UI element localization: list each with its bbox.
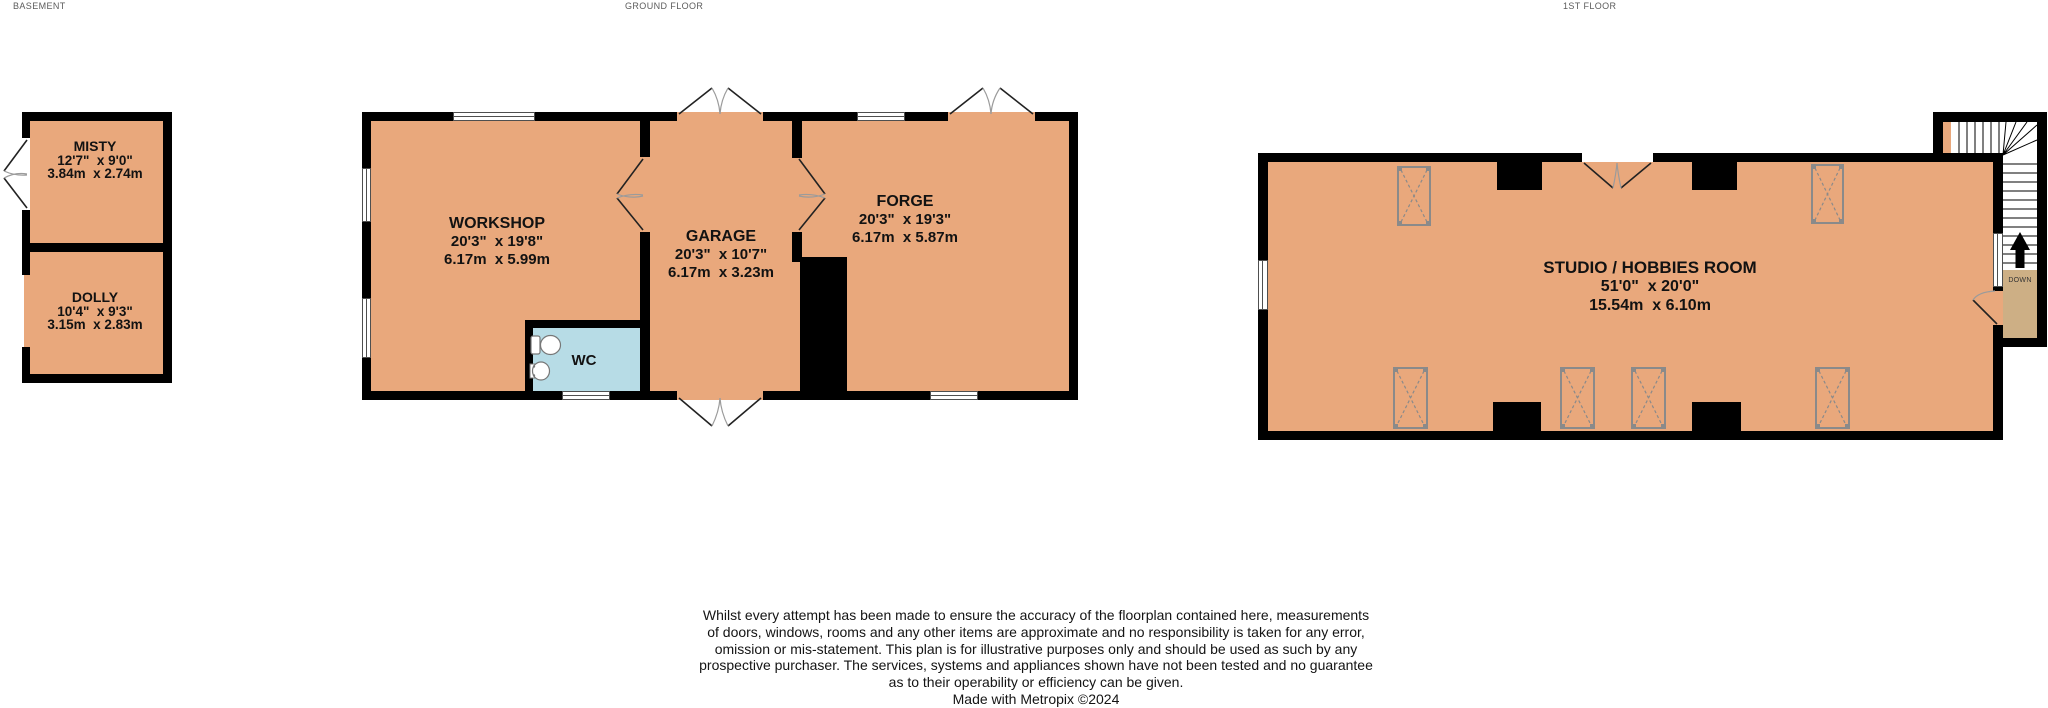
window [1993,233,2003,287]
room-size-imperial: 51'0" x 20'0" [1600,278,1700,295]
room-name: MISTY [73,138,117,154]
wall [1993,325,2003,440]
disclaimer-line: of doors, windows, rooms and any other items are approximate and no responsibility is taken for any error, [707,623,1365,640]
room-name: GARAGE [685,228,757,245]
disclaimer-text [624,607,1448,708]
wall [1258,431,2003,440]
stair-upper-run [1951,122,2003,153]
stairs-down-label: DOWN [2008,277,2032,284]
wall [1993,153,2003,233]
room-size-metric: 3.15m x 2.83m [47,317,143,332]
stair-lower-run [2003,155,2037,270]
disclaimer-line: as to their operability or efficiency can be given. [888,674,1184,691]
room-size-imperial: 20'3" x 10'7" [674,246,768,263]
wall [1258,153,1582,162]
wall [1653,153,2003,162]
room-size-imperial: 12'7" x 9'0" [57,152,133,168]
chimney-block [1497,162,1542,190]
metropix-credit: Made with Metropix ©2024 [952,690,1120,707]
room-size-imperial: 10'4" x 9'3" [57,303,133,319]
room-size-metric: 3.84m x 2.74m [47,166,143,181]
basement-floor-label: BASEMENT [13,1,66,11]
room-name: STUDIO / HOBBIES ROOM [1543,258,1757,277]
stair-door-opening [1993,291,2003,325]
room-size-imperial: 20'3" x 19'3" [858,211,952,228]
room-name: WORKSHOP [449,215,545,232]
disclaimer-line: omission or mis-statement. This plan is for illustrative purposes only and should be used as such by any [714,640,1358,657]
first-floor-label: 1ST FLOOR [1563,1,1617,11]
wall [2037,112,2047,347]
stair-winder [2003,122,2037,155]
disclaimer-line: Whilst every attempt has been made to ensure the accuracy of the floorplan contained here, measurements [702,607,1370,623]
chimney-block [1493,402,1541,432]
chimney-block [1692,162,1737,190]
room-name: DOLLY [71,289,119,305]
disclaimer-line: prospective purchaser. The services, systems and appliances shown have not been tested and no guarantee [699,657,1373,674]
chimney-block [1692,402,1741,432]
window [1258,260,1268,310]
room-name: FORGE [876,193,934,210]
room-label-wc: WC [571,352,597,369]
room-size-metric: 6.17m x 5.99m [444,251,550,268]
wall [1258,153,1268,260]
room-size-metric: 6.17m x 5.87m [852,229,958,246]
wall [1933,112,2047,122]
stair-top-landing [1943,122,1951,153]
room-size-metric: 6.17m x 3.23m [668,264,774,281]
room-size-imperial: 20'3" x 19'8" [450,233,544,250]
ground-floor-label: GROUND FLOOR [625,1,704,11]
room-size-metric: 15.54m x 6.10m [1589,297,1711,314]
room-label-studio [1500,258,1800,315]
wall [1258,310,1268,440]
